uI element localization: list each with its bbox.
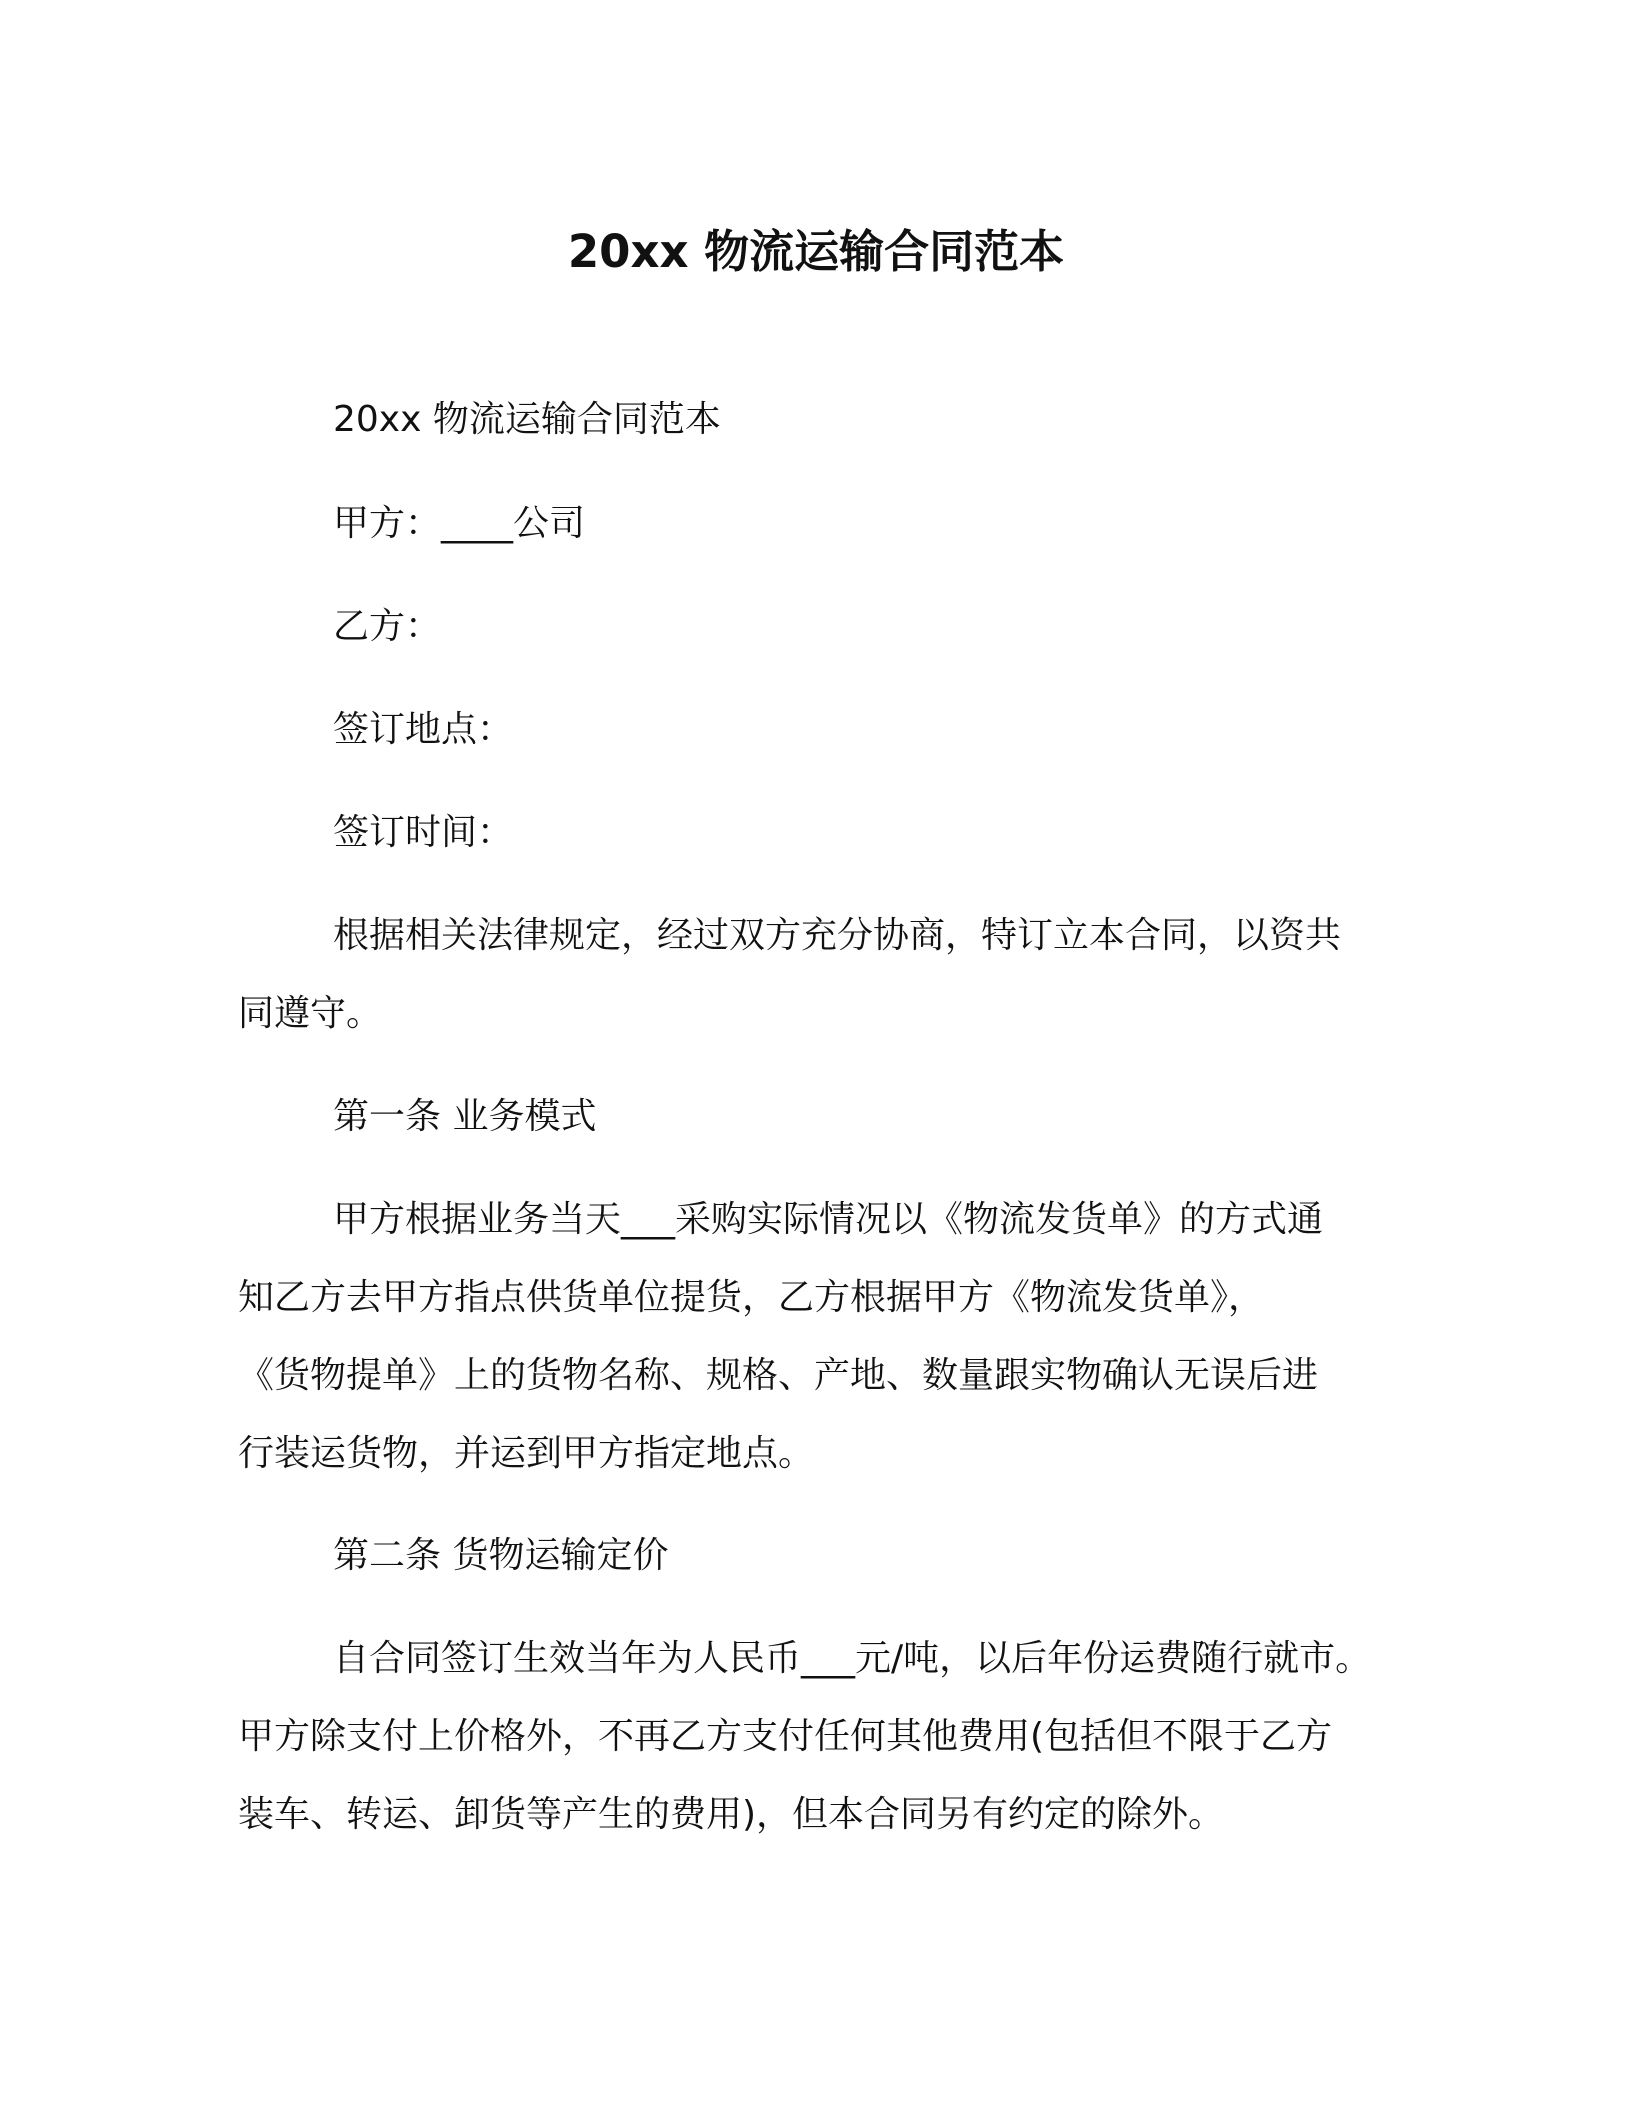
article1-line-1: 甲方根据业务当天___采购实际情况以《物流发货单》的方式通 <box>333 1199 1324 1240</box>
article1-line-2: 知乙方去甲方指点供货单位提货，乙方根据甲方《物流发货单》， <box>238 1277 1265 1318</box>
sign-place-line: 签订地点： <box>333 709 514 750</box>
article1-line-4: 行装运货物，并运到甲方指定地点。 <box>238 1433 815 1474</box>
article2-line-2: 甲方除支付上价格外，不再乙方支付任何其他费用(包括但不限于乙方 <box>238 1716 1333 1757</box>
document-title: 20xx 物流运输合同范本 <box>567 225 1065 278</box>
party-a-line: 甲方：____公司 <box>333 503 586 544</box>
sign-time-line: 签订时间： <box>333 812 514 853</box>
article1-heading: 第一条 业务模式 <box>333 1096 597 1137</box>
article2-line-1: 自合同签订生效当年为人民币___元/吨，以后年份运费随行就市。 <box>333 1638 1372 1679</box>
article1-line-3: 《货物提单》上的货物名称、规格、产地、数量跟实物确认无误后进 <box>238 1355 1319 1396</box>
intro-line-1: 根据相关法律规定，经过双方充分协商，特订立本合同，以资共 <box>333 915 1342 956</box>
document-subtitle: 20xx 物流运输合同范本 <box>333 399 721 440</box>
article2-line-3: 装车、转运、卸货等产生的费用)，但本合同另有约定的除外。 <box>238 1794 1225 1835</box>
party-b-line: 乙方： <box>333 606 442 647</box>
intro-line-2: 同遵守。 <box>238 993 383 1034</box>
article2-heading: 第二条 货物运输定价 <box>333 1535 669 1576</box>
